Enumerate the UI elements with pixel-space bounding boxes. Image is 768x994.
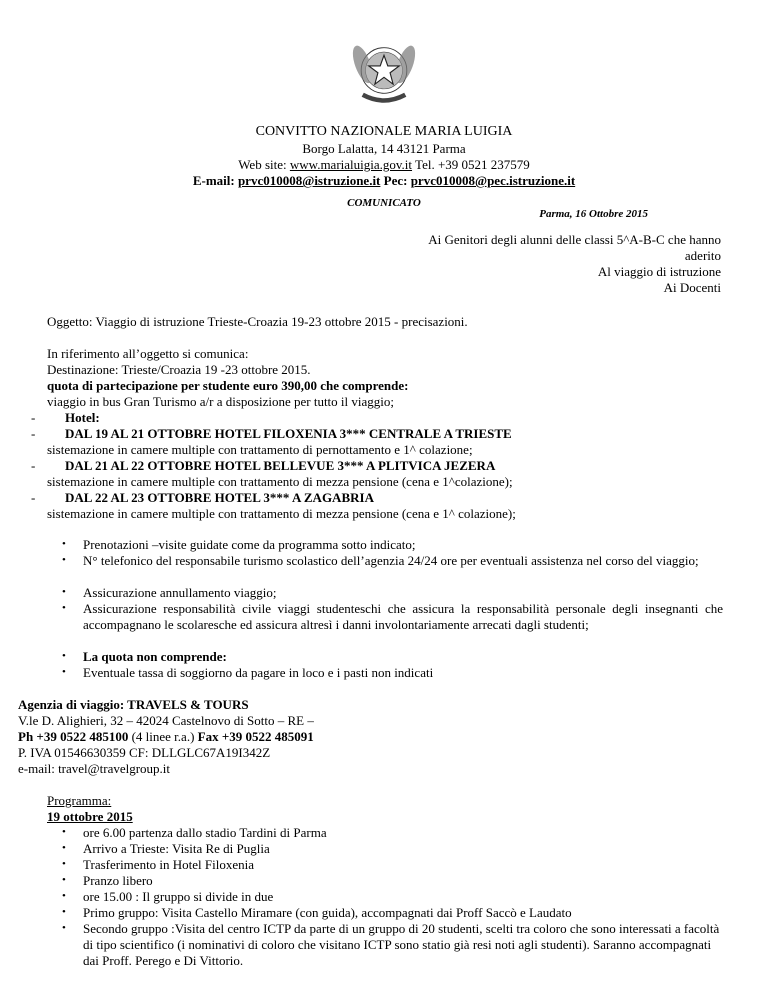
notice-title: COMUNICATO: [347, 197, 421, 209]
hotel-label: Hotel:: [65, 410, 100, 425]
include-4: Assicurazione responsabilità civile viaggi studenteschi che assicura la responsabilità personale degli insegnanti che accompagnano le scolaresche ed assicura altresì i danni involontariamente arrecati dagli studenti;: [83, 601, 723, 632]
website-line: [0, 157, 768, 173]
recipient-4: Ai Docenti: [663, 280, 721, 295]
body-intro: In riferimento all’oggetto si comunica:: [47, 346, 249, 361]
dash-marker: -: [31, 490, 36, 505]
email-link[interactable]: prvc010008@istruzione.it: [237, 173, 381, 188]
include-2: N° telefonico del responsabile turismo scolastico dell’agenzia 24/24 ore per eventuali assistenza nel corso del viaggio;: [83, 553, 699, 568]
bullet: •: [62, 538, 66, 550]
program-item-7: Secondo gruppo :Visita del centro ICTP da parte di un gruppo di 20 studenti, scelti tra coloro che sono interessati a facoltà di tipo scientifico (i nominativi di coloro che visitano ICTP sono statio già resi noti agli studenti). Saranno accompagnati dai Proff. Perego e Di Vittorio.: [83, 921, 720, 968]
include-3: Assicurazione annullamento viaggio;: [83, 585, 277, 600]
pec-link[interactable]: prvc010008@pec.istruzione.it: [410, 173, 576, 188]
dash-marker: -: [31, 458, 36, 473]
agency-vat: P. IVA 01546630359 CF: DLLGLC67A19I342Z: [18, 745, 271, 760]
program-item-4: Pranzo libero: [83, 873, 153, 888]
program-item-1: ore 6.00 partenza dallo stadio Tardini di Parma: [83, 825, 327, 840]
agency-phone-note: (4 linee r.a.): [128, 729, 198, 744]
agency-phone: Ph +39 0522 485100: [18, 729, 129, 744]
agency-phone-line: [18, 729, 314, 745]
dash-marker: -: [31, 410, 36, 425]
hotel-3: DAL 22 AL 23 OTTOBRE HOTEL 3*** A ZAGABRIA: [65, 490, 374, 505]
program-item-6: Primo gruppo: Visita Castello Miramare (con guida), accompagnati dai Proff Saccò e Laudato: [83, 905, 572, 920]
hotel-2: DAL 21 AL 22 OTTOBRE HOTEL BELLEVUE 3*** A PLITVICA JEZERA: [65, 458, 496, 473]
body-bus: viaggio in bus Gran Turismo a/r a disposizione per tutto il viaggio;: [47, 394, 395, 409]
bullet: •: [62, 650, 66, 662]
program-item-2: Arrivo a Trieste: Visita Re di Puglia: [83, 841, 270, 856]
body-quota: quota di partecipazione per studente euro 390,00 che comprende:: [47, 378, 409, 393]
bullet: •: [62, 858, 66, 870]
bullet: •: [62, 602, 66, 614]
program-title: Programma:: [47, 793, 112, 808]
republic-emblem: [346, 34, 422, 110]
pec-prefix: Pec:: [380, 173, 411, 188]
hotel-1-desc: sistemazione in camere multiple con trattamento di pernottamento e 1^ colazione;: [47, 442, 473, 457]
agency-address: V.le D. Alighieri, 32 – 42024 Castelnovo di Sotto – RE –: [18, 713, 314, 728]
institution-address: Borgo Lalatta, 14 43121 Parma: [302, 141, 466, 156]
agency-name: Agenzia di viaggio: TRAVELS & TOURS: [18, 697, 249, 712]
include-1: Prenotazioni –visite guidate come da programma sotto indicato;: [83, 537, 416, 552]
website-link[interactable]: www.marialuigia.gov.it: [289, 157, 413, 172]
recipient-1: Ai Genitori degli alunni delle classi 5^A-B-C che hanno: [428, 232, 721, 247]
hotel-3-desc: sistemazione in camere multiple con trattamento di mezza pensione (cena e 1^ colazione);: [47, 506, 516, 521]
agency-email: e-mail: travel@travelgroup.it: [18, 761, 171, 776]
hotel-1: DAL 19 AL 21 OTTOBRE HOTEL FILOXENIA 3*** CENTRALE A TRIESTE: [65, 426, 512, 441]
include-6: Eventuale tassa di soggiorno da pagare in loco e i pasti non indicati: [83, 665, 434, 680]
agency-fax: Fax +39 0522 485091: [197, 729, 314, 744]
program-day-1: 19 ottobre 2015: [47, 809, 133, 824]
bullet: •: [62, 890, 66, 902]
email-line: [0, 173, 768, 189]
bullet: •: [62, 586, 66, 598]
bullet: •: [62, 554, 66, 566]
bullet: •: [62, 826, 66, 838]
program-item-3: Trasferimento in Hotel Filoxenia: [83, 857, 255, 872]
web-prefix: Web site:: [238, 157, 290, 172]
subject: Oggetto: Viaggio di istruzione Trieste-Croazia 19-23 ottobre 2015 - precisazioni.: [47, 314, 468, 329]
program-item-5: ore 15.00 : Il gruppo si divide in due: [83, 889, 274, 904]
institution-name: CONVITTO NAZIONALE MARIA LUIGIA: [255, 124, 513, 139]
body-destination: Destinazione: Trieste/Croazia 19 -23 ottobre 2015.: [47, 362, 311, 377]
document-date: Parma, 16 Ottobre 2015: [539, 208, 648, 220]
bullet: •: [62, 922, 66, 934]
bullet: •: [62, 906, 66, 918]
recipient-3: Al viaggio di istruzione: [597, 264, 721, 279]
bullet: •: [62, 842, 66, 854]
bullet: •: [62, 874, 66, 886]
bullet: •: [62, 666, 66, 678]
hotel-2-desc: sistemazione in camere multiple con trattamento di mezza pensione (cena e 1^colazione);: [47, 474, 513, 489]
tel: Tel. +39 0521 237579: [412, 157, 530, 172]
dash-marker: -: [31, 426, 36, 441]
recipient-2: aderito: [684, 248, 721, 263]
email-prefix: E-mail:: [192, 173, 238, 188]
include-5: La quota non comprende:: [83, 649, 227, 664]
